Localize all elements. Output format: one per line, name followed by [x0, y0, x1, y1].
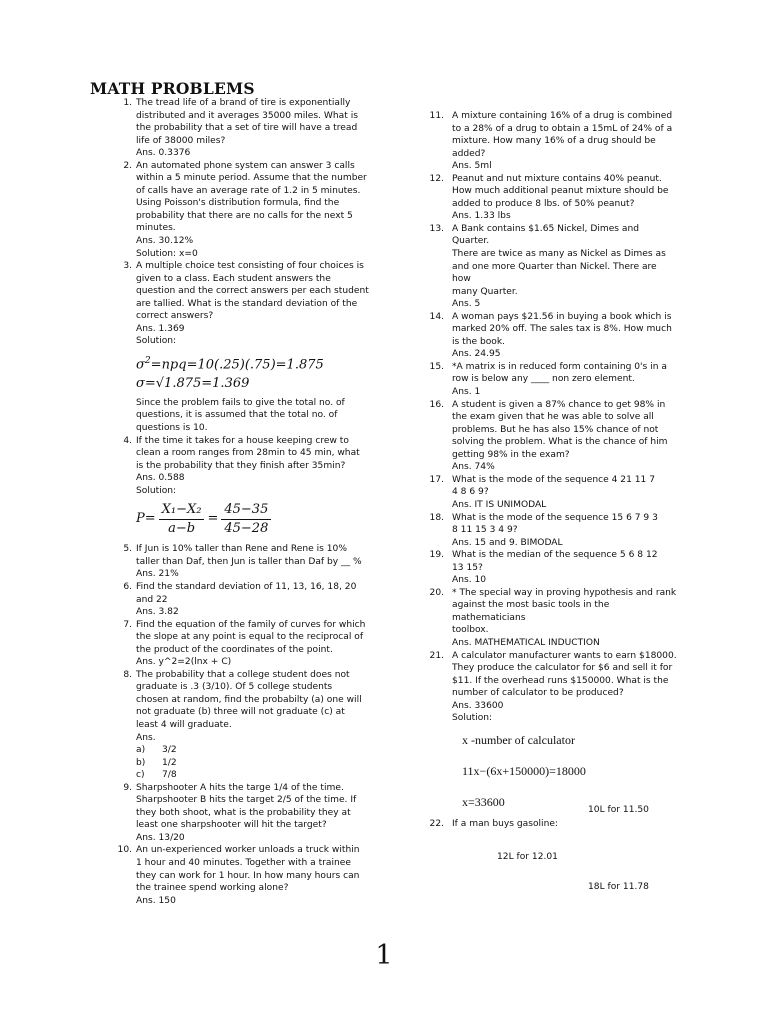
- problem-number: 15.: [429, 361, 444, 372]
- problem-text-line: If the time it takes for a house keeping crew to: [136, 435, 349, 446]
- problem-text-line: probability that there are no calls for the next 5: [136, 210, 353, 221]
- problem-text-line: What is the mode of the sequence 4 21 11 7: [452, 474, 656, 485]
- problem-text-line: toolbox.: [452, 625, 489, 636]
- problem-text-line: Ans. MATHEMATICAL INDUCTION: [452, 637, 600, 648]
- solution-equation: x -number of calculator: [462, 732, 575, 747]
- problem-text-line: within a 5 minute period. Assume that the number: [136, 173, 367, 184]
- problem-item: [110, 97, 372, 160]
- problem-item: [110, 160, 372, 260]
- problem-text-line: *A matrix is in reduced form containing 0's in a: [452, 361, 667, 372]
- gasoline-option-3: 18L for 11.78: [588, 882, 649, 892]
- problem-item: [110, 435, 372, 540]
- problem-text-line: Ans. 0.588: [136, 473, 185, 484]
- problem-item: [426, 173, 678, 223]
- problem-number: 7.: [123, 619, 132, 630]
- problem-item: [110, 260, 372, 434]
- gasoline-option-2: 12L for 12.01: [497, 852, 558, 862]
- problem-text-line: Ans. 0.3376: [136, 148, 191, 159]
- problem-text-line: question and the correct answers per each student: [136, 286, 369, 297]
- problem-item: [426, 223, 678, 311]
- problem-text-line: graduate is .3 (3/10). Of 5 college students: [136, 682, 333, 693]
- problem-text-line: Ans. 1: [452, 387, 481, 398]
- problem-text-line: 13 15?: [452, 562, 483, 573]
- problem-item: [110, 581, 372, 619]
- problem-text-line: they both shoot, what is the probability they at: [136, 807, 351, 818]
- problem-text-line: chosen at random, find the probabilty (a) one will: [136, 694, 362, 705]
- answer-option: [136, 744, 372, 757]
- problem-text-line: Solution: x=0: [136, 248, 198, 259]
- problem-text-line: getting 98% in the exam?: [452, 449, 570, 460]
- problem-text-line: many Quarter.: [452, 286, 518, 297]
- page-title: MATH PROBLEMS: [90, 79, 255, 98]
- problem-text-line: Ans. 10: [452, 575, 487, 586]
- problem-item: [426, 587, 678, 650]
- problem-text-line: of calls have an average rate of 1.2 in 5 minutes.: [136, 185, 361, 196]
- problem-text-line: $11. If the overhead runs $150000. What is the: [452, 675, 669, 686]
- problem-text-line: The tread life of a brand of tire is exponentially: [136, 98, 351, 108]
- problem-text-line: If a man buys gasoline:: [452, 818, 558, 829]
- problem-number: 19.: [429, 550, 444, 561]
- problem-number: 21.: [429, 650, 444, 661]
- problem-item: [110, 669, 372, 782]
- problem-text-line: marked 20% off. The sales tax is 8%. How much: [452, 324, 672, 335]
- problem-text-line: Solution:: [136, 485, 177, 496]
- problem-number: 17.: [429, 474, 444, 485]
- problem-item: [110, 543, 372, 581]
- formula-rhs: =√1.875=1.369: [144, 375, 250, 391]
- formula-std-dev: [136, 374, 372, 394]
- problem-text-line: taller than Daf, then Jun is taller than Daf by __ %: [136, 556, 362, 567]
- problem-text-line: Ans. 1.369: [136, 323, 185, 334]
- problem-text-line: Using Poisson's distribution formula, find the: [136, 198, 340, 209]
- problem-text-line: Solution:: [136, 336, 177, 347]
- problem-text-line: row is below any ____ non zero element.: [452, 374, 635, 385]
- right-column: [426, 110, 678, 830]
- problem-text-line: to a 28% of a drug to obtain a 15mL of 24% of a: [452, 123, 673, 134]
- option-letter: a): [136, 745, 146, 756]
- problem-item: [426, 474, 678, 512]
- problem-number: 2.: [123, 160, 132, 171]
- problem-text-line: Solution:: [452, 713, 493, 724]
- problem-text-line: against the most basic tools in the mathematicians: [452, 600, 610, 623]
- problem-text-line: They produce the calculator for $6 and sell it for: [452, 663, 673, 674]
- problem-text-line: 1 hour and 40 minutes. Together with a trainee: [136, 857, 351, 868]
- problem-number: 22.: [429, 818, 444, 829]
- left-column: [110, 97, 372, 907]
- answer-option: [136, 769, 372, 782]
- option-letter: b): [136, 757, 146, 768]
- problem-number: 18.: [429, 512, 444, 523]
- problem-item: [426, 110, 678, 173]
- problem-number: 20.: [429, 587, 444, 598]
- problem-text-line: A woman pays $21.56 in buying a book which is: [452, 311, 672, 322]
- problem-text-line: least 4 will graduate.: [136, 719, 232, 730]
- formula-rhs: =npq=10(.25)(.75)=1.875: [150, 357, 324, 373]
- option-letter: c): [136, 770, 145, 781]
- problem-number: 1.: [123, 98, 132, 108]
- problem-item: [426, 311, 678, 361]
- problem-text-line: Ans. 1.33 lbs: [452, 211, 511, 222]
- solution-equation: 11x−(6x+150000)=18000: [462, 763, 586, 778]
- problem-text-line: is the book.: [452, 336, 506, 347]
- problem-number: 9.: [123, 782, 132, 793]
- formula-sigma: σ: [136, 357, 145, 373]
- problem-text-line: Find the equation of the family of curves for which: [136, 619, 366, 630]
- problem-text-line: the product of the coordinates of the point.: [136, 644, 333, 655]
- problem-text-line: not graduate (b) three will not graduate (c) at: [136, 707, 345, 718]
- solution-equation: x=33600: [462, 794, 505, 809]
- problem-text-line: minutes.: [136, 223, 176, 234]
- problem-number: 12.: [429, 173, 444, 184]
- problem-item: [110, 844, 372, 907]
- formula-exponent: 2: [144, 355, 151, 366]
- formula-variance: [136, 351, 372, 371]
- problem-text-line: Ans. IT IS UNIMODAL: [452, 499, 547, 510]
- problem-number: 16.: [429, 399, 444, 410]
- problem-item: [110, 782, 372, 845]
- problem-text-line: Ans. y^2=2(lnx + C): [136, 657, 232, 668]
- problem-number: 6.: [123, 581, 132, 592]
- problem-text-line: 8 11 15 3 4 9?: [452, 525, 518, 536]
- answer-option: [136, 757, 372, 770]
- page-number: 1: [375, 940, 393, 971]
- fraction-values: [221, 502, 271, 537]
- problem-text-line: least one sharpshooter will hit the target?: [136, 820, 327, 831]
- problem-number: 10.: [117, 845, 132, 856]
- problem-text-line: What is the mode of the sequence 15 6 7 9 3: [452, 512, 658, 523]
- problem-text-line: There are twice as many as Nickel as Dimes as: [452, 249, 666, 260]
- problem-text-line: Ans. 30.12%: [136, 236, 194, 247]
- formula-probability: [136, 499, 372, 539]
- problem-item: [426, 361, 678, 399]
- fraction-numerator: X₁−X₂: [159, 502, 205, 520]
- problem-text-line: Ans. 5: [452, 299, 481, 310]
- problem-text-line: life of 38000 miles?: [136, 135, 226, 146]
- fraction-general: [159, 502, 205, 537]
- problem-text-line: questions, it is assumed that the total no. of: [136, 410, 338, 421]
- problem-text-line: Ans.: [136, 732, 156, 743]
- problem-item: [426, 549, 678, 587]
- problem-text-line: The probability that a college student does not: [136, 669, 350, 680]
- formula-sigma: σ: [136, 375, 145, 391]
- problem-number: 4.: [123, 435, 132, 446]
- problem-text-line: Find the standard deviation of 11, 13, 16, 18, 20: [136, 581, 357, 592]
- problem-text-line: Ans. 15 and 9. BIMODAL: [452, 537, 563, 548]
- problem-text-line: A student is given a 87% chance to get 98% in: [452, 399, 666, 410]
- problem-item: [426, 512, 678, 550]
- fraction-denominator: 45−28: [224, 520, 269, 536]
- problem-text-line: solving the problem. What is the chance of him: [452, 437, 668, 448]
- problem-text-line: Ans. 74%: [452, 462, 495, 473]
- formula-lhs: P=: [136, 511, 156, 527]
- problem-text-line: mixture. How many 16% of a drug should be: [452, 136, 656, 147]
- problem-item: [426, 818, 678, 831]
- problem-text-line: Sharpshooter B hits the target 2/5 of the time. If: [136, 795, 357, 806]
- problem-text-line: Sharpshooter A hits the targe 1/4 of the time.: [136, 782, 344, 793]
- problem-text-line: the probability that a set of tire will have a tread: [136, 123, 358, 134]
- problem-text-line: clean a room ranges from 28min to 45 min, what: [136, 448, 360, 459]
- problem-number: 14.: [429, 311, 444, 322]
- problem-text-line: the slope at any point is equal to the reciprocal of: [136, 632, 364, 643]
- problem-text-line: are tallied. What is the standard deviation of the: [136, 298, 358, 309]
- problem-text-line: is the probability that they finish after 35min?: [136, 460, 346, 471]
- problem-text-line: A Bank contains $1.65 Nickel, Dimes and Quarter.: [452, 223, 640, 247]
- problem-text-line: A mixture containing 16% of a drug is combined: [452, 111, 673, 121]
- problem-text-line: problems. But he has also 15% chance of not: [452, 424, 659, 435]
- problem-text-line: Ans. 33600: [452, 700, 504, 711]
- problem-text-line: given to a class. Each student answers the: [136, 273, 331, 284]
- problem-text-line: Ans. 24.95: [452, 349, 501, 360]
- option-value: 3/2: [162, 745, 177, 756]
- answer-options: [136, 744, 372, 782]
- problem-text-line: Since the problem fails to give the total no. of: [136, 397, 345, 408]
- problem-text-line: and one more Quarter than Nickel. There are how: [452, 261, 657, 285]
- problem-text-line: An un-experienced worker unloads a truck within: [136, 845, 360, 856]
- problem-number: 5.: [123, 544, 132, 555]
- problem-text-line: the trainee spend working alone?: [136, 883, 289, 894]
- problem-text-line: 4 8 6 9?: [452, 487, 489, 498]
- problem-text-line: number of calculator to be produced?: [452, 688, 624, 699]
- gasoline-option-1: 10L for 11.50: [588, 805, 649, 815]
- problem-text-line: An automated phone system can answer 3 calls: [136, 160, 355, 171]
- problem-text-line: * The special way in proving hypothesis and rank: [452, 587, 677, 598]
- problem-text-line: they can work for 1 hour. In how many hours can: [136, 870, 360, 881]
- problem-text-line: Peanut and nut mixture contains 40% peanut.: [452, 173, 662, 184]
- option-value: 1/2: [162, 757, 177, 768]
- problem-number: 8.: [123, 669, 132, 680]
- problem-text-line: added to produce 8 lbs. of 50% peanut?: [452, 198, 635, 209]
- fraction-numerator: 45−35: [221, 502, 271, 520]
- problem-text-line: added?: [452, 148, 486, 159]
- problem-text-line: distributed and it averages 35000 miles. What is: [136, 110, 358, 121]
- problem-item: [110, 619, 372, 669]
- problem-number: 13.: [429, 223, 444, 234]
- problem-text-line: Ans. 3.82: [136, 607, 179, 618]
- problem-text-line: Ans. 21%: [136, 569, 179, 580]
- problem-text-line: Ans. 5ml: [452, 161, 492, 172]
- problem-text-line: What is the median of the sequence 5 6 8 12: [452, 550, 658, 561]
- fraction-denominator: a−b: [168, 520, 196, 536]
- formula-equals: =: [207, 511, 219, 527]
- problem-text-line: Ans. 150: [136, 895, 176, 906]
- problem-text-line: and 22: [136, 594, 168, 605]
- problem-text-line: A calculator manufacturer wants to earn $18000.: [452, 650, 677, 661]
- option-value: 7/8: [162, 770, 177, 781]
- problem-text-line: Ans. 13/20: [136, 832, 185, 843]
- problem-text-line: questions is 10.: [136, 423, 208, 434]
- problem-text-line: How much additional peanut mixture should be: [452, 186, 669, 197]
- problem-text-line: A multiple choice test consisting of four choices is: [136, 261, 364, 272]
- problem-text-line: correct answers?: [136, 311, 214, 322]
- problem-number: 11.: [429, 111, 444, 121]
- problem-item: [426, 650, 678, 818]
- problem-text-line: the exam given that he was able to solve all: [452, 412, 654, 423]
- problem-number: 3.: [123, 261, 132, 272]
- problem-item: [426, 399, 678, 474]
- problem-text-line: If Jun is 10% taller than Rene and Rene is 10%: [136, 544, 347, 555]
